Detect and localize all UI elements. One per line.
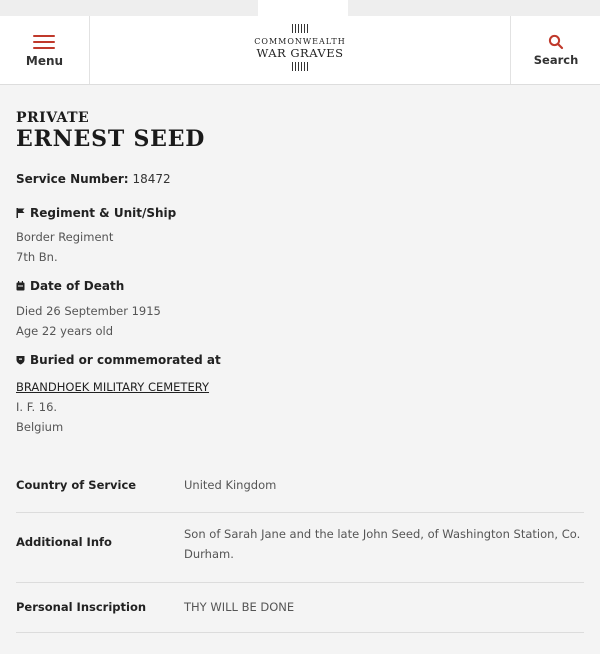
detail-value: THY WILL BE DONE <box>184 600 295 614</box>
search-icon <box>548 34 564 50</box>
buried-heading: Buried or commemorated at <box>30 353 221 367</box>
top-strip-tab <box>258 0 348 16</box>
casualty-name: ERNEST SEED <box>16 126 206 152</box>
table-row <box>16 513 584 583</box>
age-at-death: Age 22 years old <box>16 324 114 338</box>
grave-plot: I. F. 16. <box>16 400 58 414</box>
shield-icon <box>16 355 25 365</box>
death-section <box>16 279 584 341</box>
hamburger-icon <box>33 35 55 53</box>
top-strip <box>0 0 600 16</box>
logo-bars-top <box>230 24 370 33</box>
menu-button[interactable] <box>0 16 90 84</box>
service-number-value: 18472 <box>132 172 171 186</box>
cemetery-link[interactable]: BRANDHOEK MILITARY CEMETERY <box>16 380 210 394</box>
menu-label: Menu <box>25 54 64 68</box>
detail-label: Country of Service <box>16 478 137 492</box>
site-header <box>0 16 600 85</box>
service-number <box>16 172 584 186</box>
detail-label: Personal Inscription <box>16 600 147 614</box>
table-row <box>16 466 584 513</box>
regiment-section <box>16 206 584 267</box>
table-row <box>16 583 584 633</box>
logo-line2: WAR GRAVES <box>256 46 344 60</box>
flag-icon <box>16 208 25 218</box>
detail-label: Additional Info <box>16 535 112 549</box>
search-label: Search <box>533 53 579 67</box>
unit-name: 7th Bn. <box>16 250 58 264</box>
regiment-heading: Regiment & Unit/Ship <box>30 206 177 220</box>
calendar-icon <box>16 281 25 291</box>
cwgc-logo[interactable] <box>230 24 370 76</box>
regiment-name: Border Regiment <box>16 230 114 244</box>
details-table <box>16 466 584 633</box>
search-button[interactable] <box>510 16 600 84</box>
detail-value: Son of Sarah Jane and the late John Seed, of Washington Station, Co. Durham. <box>184 527 581 561</box>
logo-line1: COMMONWEALTH <box>254 37 346 46</box>
detail-value: United Kingdom <box>184 478 277 492</box>
cemetery-country: Belgium <box>16 420 64 434</box>
casualty-rank: PRIVATE <box>16 110 90 126</box>
buried-section <box>16 353 584 437</box>
casualty-record <box>16 110 584 437</box>
date-of-death: Died 26 September 1915 <box>16 304 161 318</box>
death-heading: Date of Death <box>30 279 125 293</box>
service-number-label: Service Number: <box>16 172 129 186</box>
logo-bars-bottom <box>230 62 370 71</box>
